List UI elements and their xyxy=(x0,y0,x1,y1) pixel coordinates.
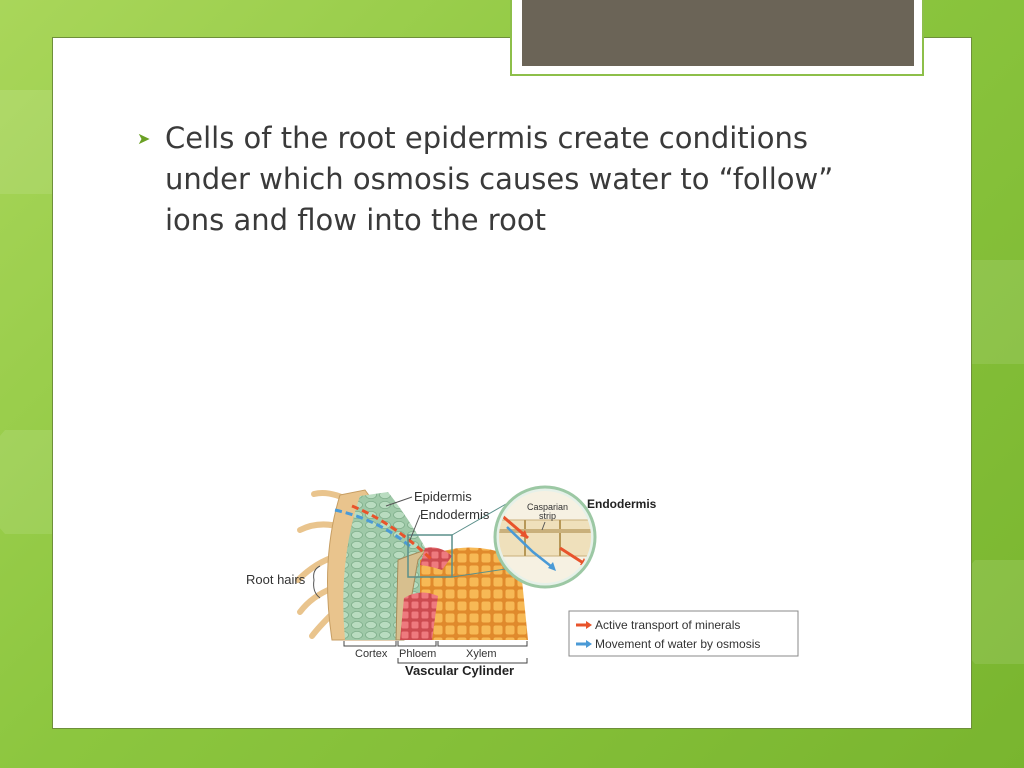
label-casparian-strip: strip xyxy=(539,511,557,521)
arrow-bullet-icon: ➤ xyxy=(137,129,151,148)
legend-label-active-transport: Active transport of minerals xyxy=(595,618,741,632)
legend-label-osmosis: Movement of water by osmosis xyxy=(595,637,761,651)
legend xyxy=(569,611,798,656)
bullet-text: Cells of the root epidermis create conditions under which osmosis causes water to “follow” ions and flow into the root xyxy=(165,121,834,237)
label-epidermis: Epidermis xyxy=(414,489,472,504)
label-endodermis-title: Endodermis xyxy=(587,497,657,511)
label-cortex: Cortex xyxy=(355,648,388,660)
label-casparian-strip: Casparian xyxy=(527,502,569,512)
label-root-hairs: Root hairs xyxy=(246,572,306,587)
label-xylem: Xylem xyxy=(466,648,497,660)
label-phloem: Phloem xyxy=(399,648,437,660)
label-endodermis: Endodermis xyxy=(420,507,490,522)
label-vascular-cylinder: Vascular Cylinder xyxy=(405,663,515,678)
phloem-region xyxy=(400,592,438,640)
